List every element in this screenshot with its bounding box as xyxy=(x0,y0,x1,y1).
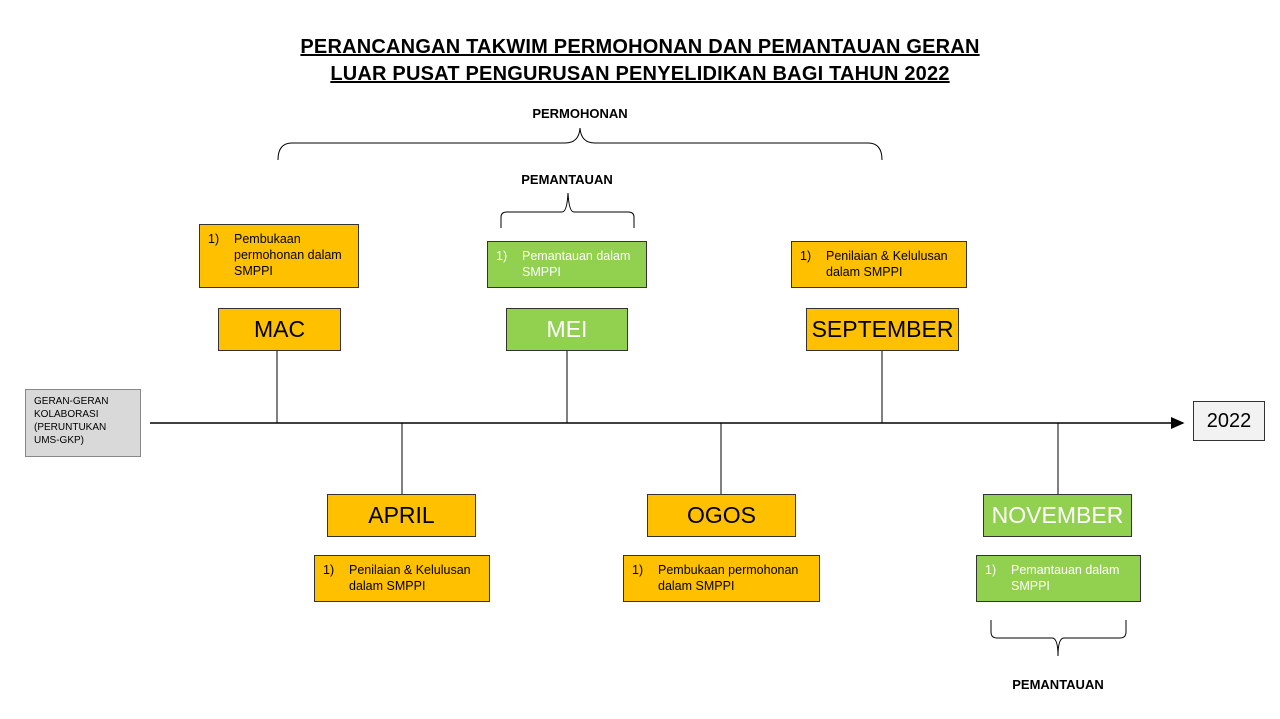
note-november xyxy=(976,555,1141,602)
label-pemantauan-top: PEMANTAUAN xyxy=(521,172,613,187)
note-september xyxy=(791,241,967,288)
brace-pemantauan-bottom xyxy=(991,620,1126,656)
month-april: APRIL xyxy=(327,494,476,537)
brace-permohonan xyxy=(278,128,882,160)
brace-pemantauan-top xyxy=(501,193,634,228)
month-september: SEPTEMBER xyxy=(806,308,959,351)
label-permohonan: PERMOHONAN xyxy=(532,106,628,121)
year-box: 2022 xyxy=(1193,401,1265,441)
note-mei-text: Pemantauan dalam SMPPI xyxy=(522,249,631,279)
note-november-text: Pemantauan dalam SMPPI xyxy=(1011,563,1120,593)
note-mei xyxy=(487,241,647,288)
note-mac-text: Pembukaan permohonan dalam SMPPI xyxy=(234,232,342,278)
note-april xyxy=(314,555,490,602)
month-ogos: OGOS xyxy=(647,494,796,537)
note-ogos-text: Pembukaan permohonan dalam SMPPI xyxy=(658,563,799,593)
note-september-number: 1) xyxy=(800,249,812,263)
note-mei-number: 1) xyxy=(496,249,508,263)
month-mac: MAC xyxy=(218,308,341,351)
title-line-2: LUAR PUSAT PENGURUSAN PENYELIDIKAN BAGI TAHUN 2022 xyxy=(330,63,950,85)
note-september-text: Penilaian & Kelulusan dalam SMPPI xyxy=(826,249,948,279)
note-ogos xyxy=(623,555,820,602)
note-ogos-number: 1) xyxy=(632,563,644,577)
note-april-number: 1) xyxy=(323,563,335,577)
note-mac xyxy=(199,224,359,288)
note-april-text: Penilaian & Kelulusan dalam SMPPI xyxy=(349,563,471,593)
side-box-geran-kolaborasi: GERAN-GERAN KOLABORASI (PERUNTUKAN UMS-GKP) xyxy=(25,389,141,457)
note-mac-number: 1) xyxy=(208,232,220,246)
title-line-1: PERANCANGAN TAKWIM PERMOHONAN DAN PEMANTAUAN GERAN xyxy=(300,36,980,58)
month-mei: MEI xyxy=(506,308,628,351)
month-november: NOVEMBER xyxy=(983,494,1132,537)
note-november-number: 1) xyxy=(985,563,997,577)
label-pemantauan-bottom: PEMANTAUAN xyxy=(1012,677,1104,692)
